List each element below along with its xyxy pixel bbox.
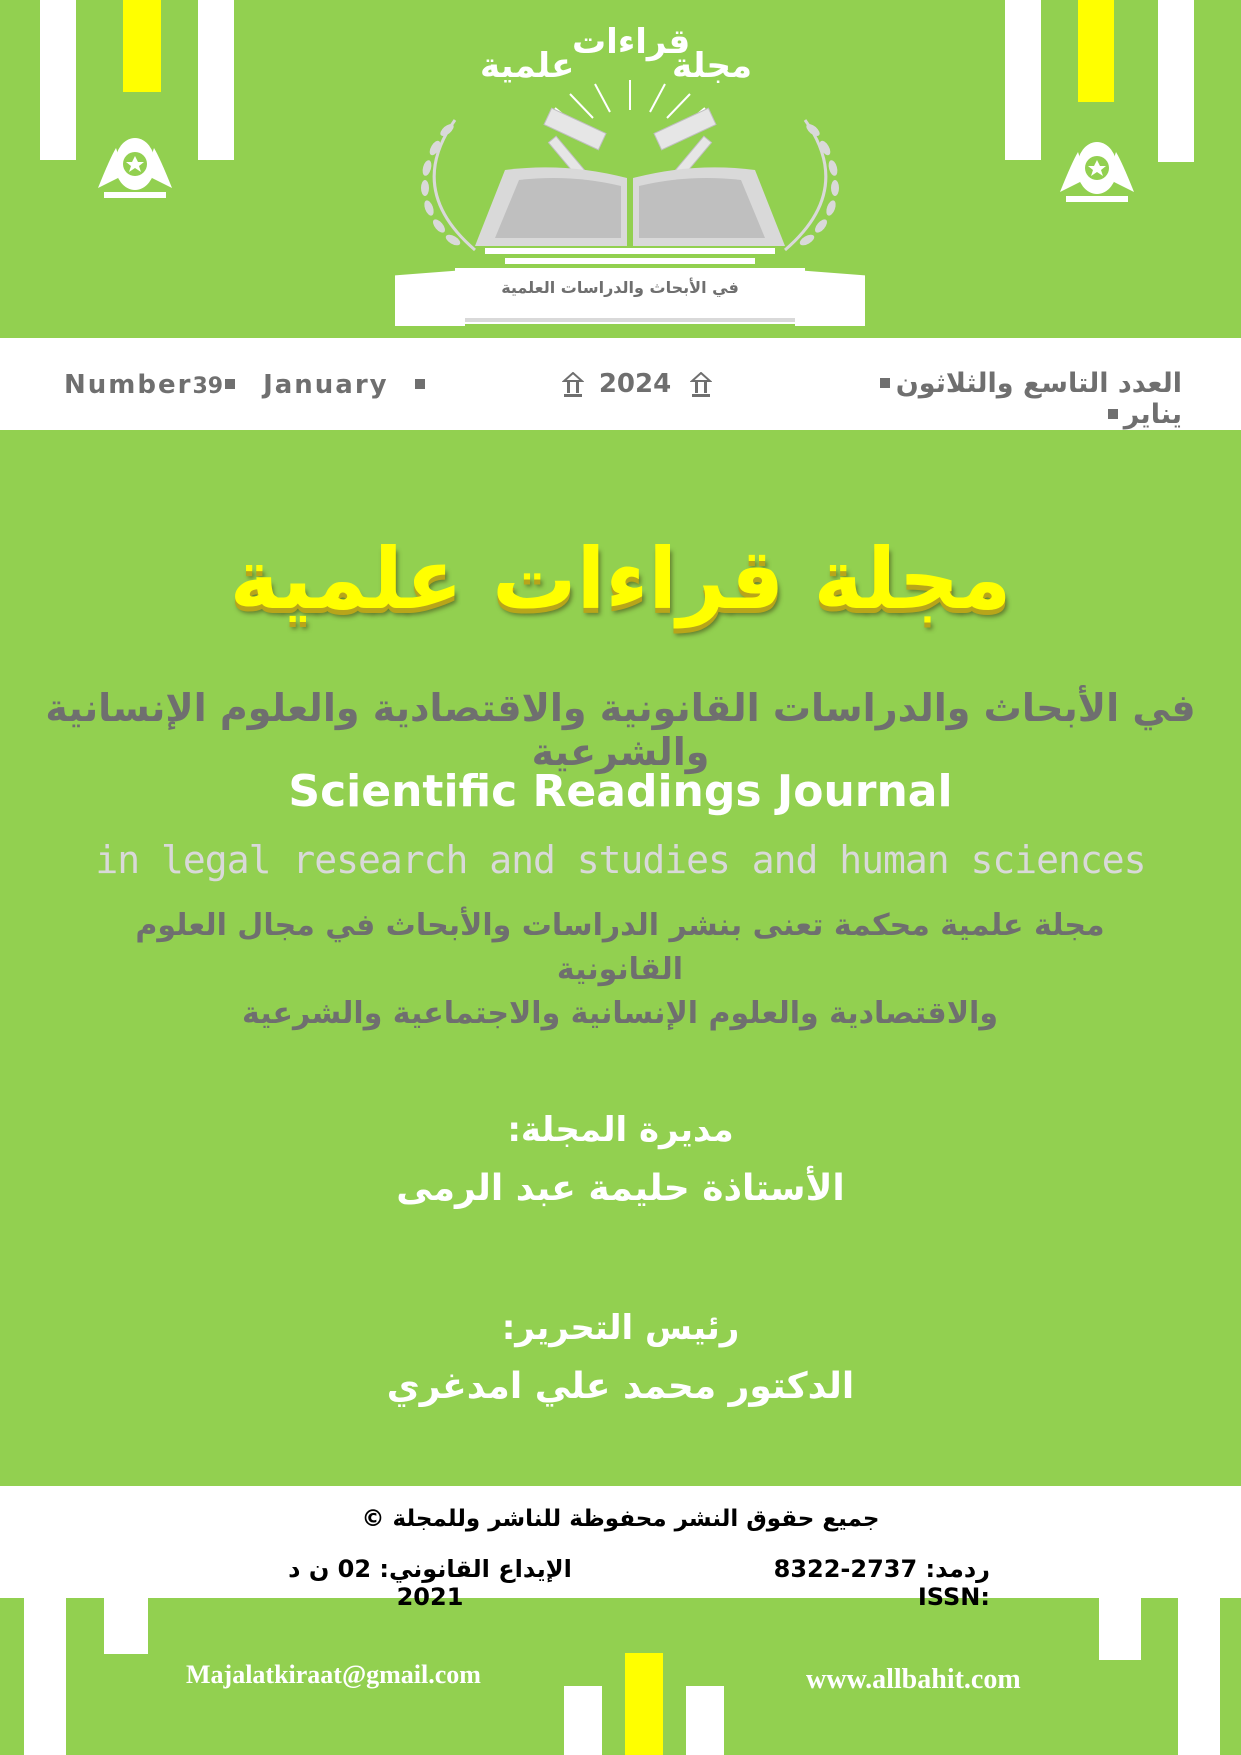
journal-subtitle-ar: في الأبحاث والدراسات القانونية والاقتصادية والعلوم الإنسانية والشرعية (45, 686, 1196, 774)
decor-stripe-yellow (123, 0, 161, 92)
bullet-square-icon (225, 379, 235, 389)
logo-word: علمية (480, 46, 575, 86)
issue-number-label: Number (64, 370, 193, 400)
bullet-square-icon (1108, 409, 1118, 419)
decor-stripe-white (40, 0, 76, 160)
decor-stripe-white (1005, 0, 1041, 160)
ribbon-text: في الأبحاث والدراسات العلمية (501, 278, 739, 297)
coat-of-arms-icon (90, 118, 180, 208)
decor-stripe-white (1099, 1598, 1141, 1660)
contact-email[interactable]: Majalatkiraat@gmail.com (186, 1660, 481, 1689)
logo-word: مجلة (672, 46, 753, 86)
director-name: الأستاذة حليمة عبد الرمى (396, 1168, 845, 1209)
description-line: والاقتصادية والعلوم الإنسانية والاجتماعية والشرعية (242, 996, 998, 1031)
logo-word: قراءات (572, 22, 691, 62)
bullet-square-icon (415, 379, 425, 389)
journal-description (100, 904, 1140, 1036)
copyright-band (0, 1486, 1241, 1598)
website-link[interactable]: www.allbahit.com (806, 1664, 1021, 1695)
legal-deposit: الإيداع القانوني: 02 ن د 2021 (288, 1555, 572, 1611)
pillar-icon (690, 372, 712, 398)
journal-subtitle-en: in legal research and studies and human sciences (95, 838, 1146, 882)
issue-year: 2024 (598, 369, 672, 399)
decor-stripe-white (24, 1598, 66, 1755)
decor-stripe-white (198, 0, 234, 160)
issue-number-value: 39 (192, 374, 224, 399)
decor-stripe-yellow (625, 1653, 663, 1755)
description-line: مجلة علمية محكمة تعنى بنشر الدراسات والأبحاث في مجال العلوم القانونية (135, 908, 1105, 987)
decor-stripe-white (564, 1686, 602, 1755)
issue-number-ar (820, 368, 1182, 430)
issue-month-en: January (263, 370, 389, 400)
copyright-notice: جميع حقوق النشر محفوظة للناشر وللمجلة © (361, 1506, 880, 1532)
journal-title-en: Scientific Readings Journal (288, 766, 953, 817)
issn: ردمد: 2737-8322 :ISSN (773, 1555, 990, 1611)
issue-number-ar-text: العدد التاسع والثلاثون (895, 368, 1182, 399)
issue-month-ar: يناير (1123, 399, 1182, 430)
decor-stripe-white (1158, 0, 1194, 162)
decor-stripe-yellow (1078, 0, 1114, 102)
bullet-square-icon (880, 378, 890, 388)
coat-of-arms-icon (1052, 122, 1142, 212)
decor-stripe-white (1178, 1598, 1220, 1755)
decor-stripe-white (104, 1598, 148, 1654)
editor-role: رئيس التحرير: (501, 1308, 740, 1348)
coat-of-arms-right (1052, 110, 1142, 206)
issue-number-en (64, 370, 433, 400)
coat-of-arms-left (90, 106, 180, 202)
director-role: مديرة المجلة: (507, 1110, 734, 1150)
editor-name: الدكتور محمد علي امدغري (386, 1366, 855, 1407)
decor-stripe-white (686, 1686, 724, 1755)
journal-title-ar: مجلة قراءات علمية (229, 530, 1012, 628)
